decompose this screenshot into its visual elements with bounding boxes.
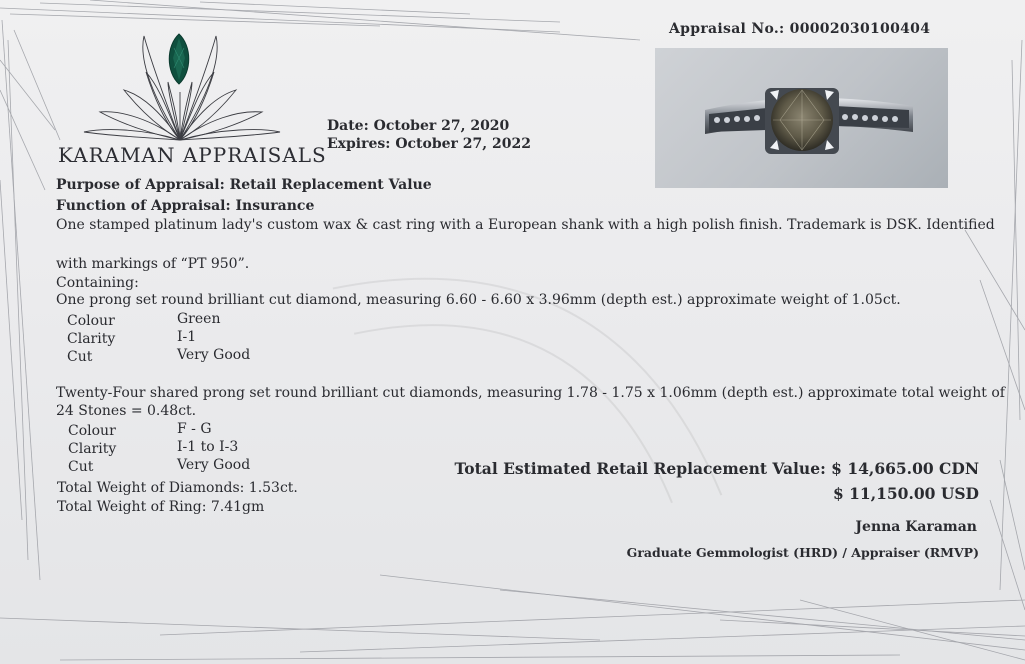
- side-colour-value: F - G: [177, 421, 212, 437]
- side-stones-line-2: 24 Stones = 0.48ct.: [56, 403, 197, 419]
- appraiser-title: Graduate Gemmologist (HRD) / Appraiser (RMVP): [626, 545, 979, 560]
- center-clarity-label: Clarity: [67, 331, 116, 347]
- description-line-2: with markings of “PT 950”.: [56, 256, 250, 272]
- appraiser-name: Jenna Karaman: [855, 519, 977, 535]
- center-clarity-value: I-1: [177, 329, 197, 345]
- ring-photo: [655, 48, 948, 188]
- appraisal-number: Appraisal No.: 00002030100404: [669, 21, 931, 37]
- marquise-gem-logo: [82, 32, 282, 144]
- total-weight-diamonds: Total Weight of Diamonds: 1.53ct.: [57, 480, 298, 496]
- center-cut-label: Cut: [67, 349, 93, 365]
- center-colour-label: Colour: [67, 313, 115, 329]
- description-line-1: One stamped platinum lady's custom wax & cast ring with a European shank with a high polish finish. Trademark is DSK. Identified: [56, 217, 995, 233]
- purpose-line: Purpose of Appraisal: Retail Replacement Value: [56, 177, 432, 193]
- total-weight-ring: Total Weight of Ring: 7.41gm: [57, 499, 265, 515]
- side-stones-line-1: Twenty-Four shared prong set round brilliant cut diamonds, measuring 1.78 - 1.75 x 1.06mm (depth est.) approximate total weight of: [56, 385, 1005, 401]
- appraisal-dates: [327, 117, 531, 153]
- function-line: Function of Appraisal: Insurance: [56, 198, 315, 214]
- containing-label: Containing:: [56, 275, 139, 291]
- value-cdn: Total Estimated Retail Replacement Value: $ 14,665.00 CDN: [454, 459, 979, 478]
- expiry-date: Expires: October 27, 2022: [327, 136, 531, 152]
- appraisal-purpose: [56, 175, 432, 217]
- brand-name: KARAMAN APPRAISALS: [58, 143, 327, 167]
- side-cut-value: Very Good: [177, 457, 251, 473]
- side-colour-label: Colour: [68, 423, 116, 439]
- value-usd: $ 11,150.00 USD: [832, 484, 979, 503]
- center-colour-value: Green: [177, 311, 221, 327]
- center-cut-value: Very Good: [177, 347, 251, 363]
- side-clarity-label: Clarity: [68, 441, 117, 457]
- center-stone-description: One prong set round brilliant cut diamond, measuring 6.60 - 6.60 x 3.96mm (depth est.) approximate weight of 1.05ct.: [56, 292, 901, 308]
- appraisal-date: Date: October 27, 2020: [327, 118, 510, 134]
- side-cut-label: Cut: [68, 459, 94, 475]
- side-clarity-value: I-1 to I-3: [177, 439, 239, 455]
